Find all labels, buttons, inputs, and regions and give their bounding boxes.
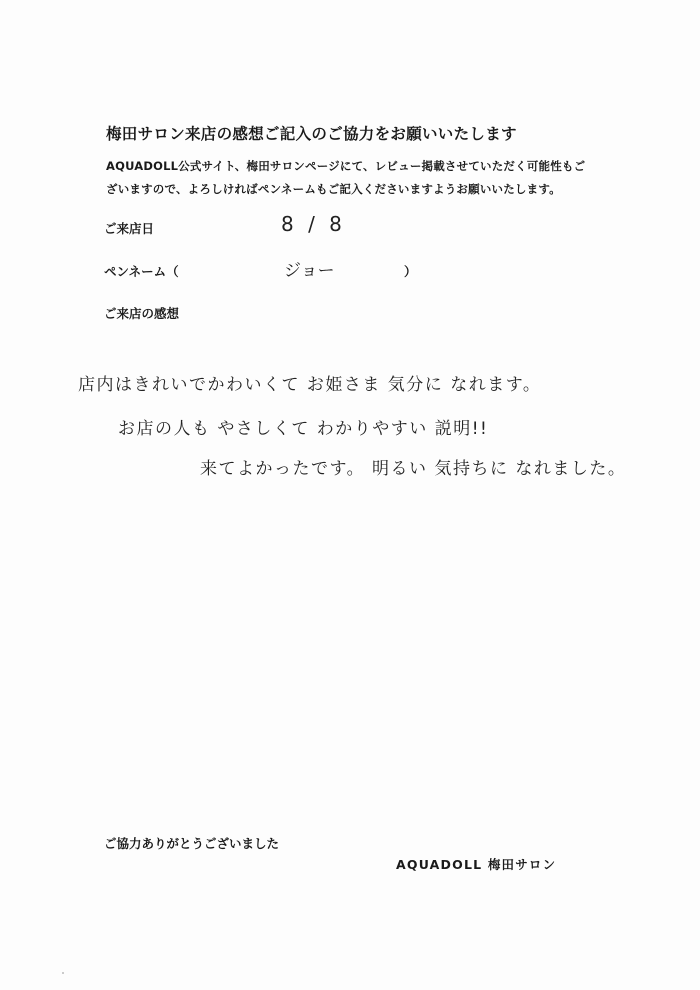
- intro-line-2: ざいますので、よろしければペンネームもご記入くださいますようお願いいたします。: [106, 182, 561, 196]
- impression-handwritten-line-2: お店の人も やさしくて わかりやすい 説明!!: [118, 419, 489, 439]
- visit-date-handwritten: 8 / 8: [281, 212, 346, 236]
- intro-line-1: AQUADOLL公式サイト、梅田サロンページにて、レビュー掲載させていただく可能性もご: [106, 159, 586, 173]
- impressions-label: ご来店の感想: [104, 306, 180, 321]
- impression-handwritten-line-3: 来てよかったです。 明るい 気持ちに なれました。: [200, 459, 627, 479]
- paper-speck: [62, 972, 64, 974]
- pen-name-label: ペンネーム（: [104, 264, 179, 279]
- form-title: 梅田サロン来店の感想ご記入のご協力をお願いいたします: [106, 125, 517, 143]
- pen-name-handwritten: ジョー: [284, 261, 335, 281]
- closing-message: ご協力ありがとうございました: [104, 836, 280, 851]
- salon-signature: AQUADOLL 梅田サロン: [396, 857, 557, 872]
- form-intro: [106, 155, 606, 201]
- visit-date-label: ご来店日: [104, 221, 155, 236]
- impression-handwritten-line-1: 店内はきれいでかわいくて お姫さま 気分に なれます。: [78, 375, 542, 395]
- pen-name-close-paren: ）: [404, 264, 417, 279]
